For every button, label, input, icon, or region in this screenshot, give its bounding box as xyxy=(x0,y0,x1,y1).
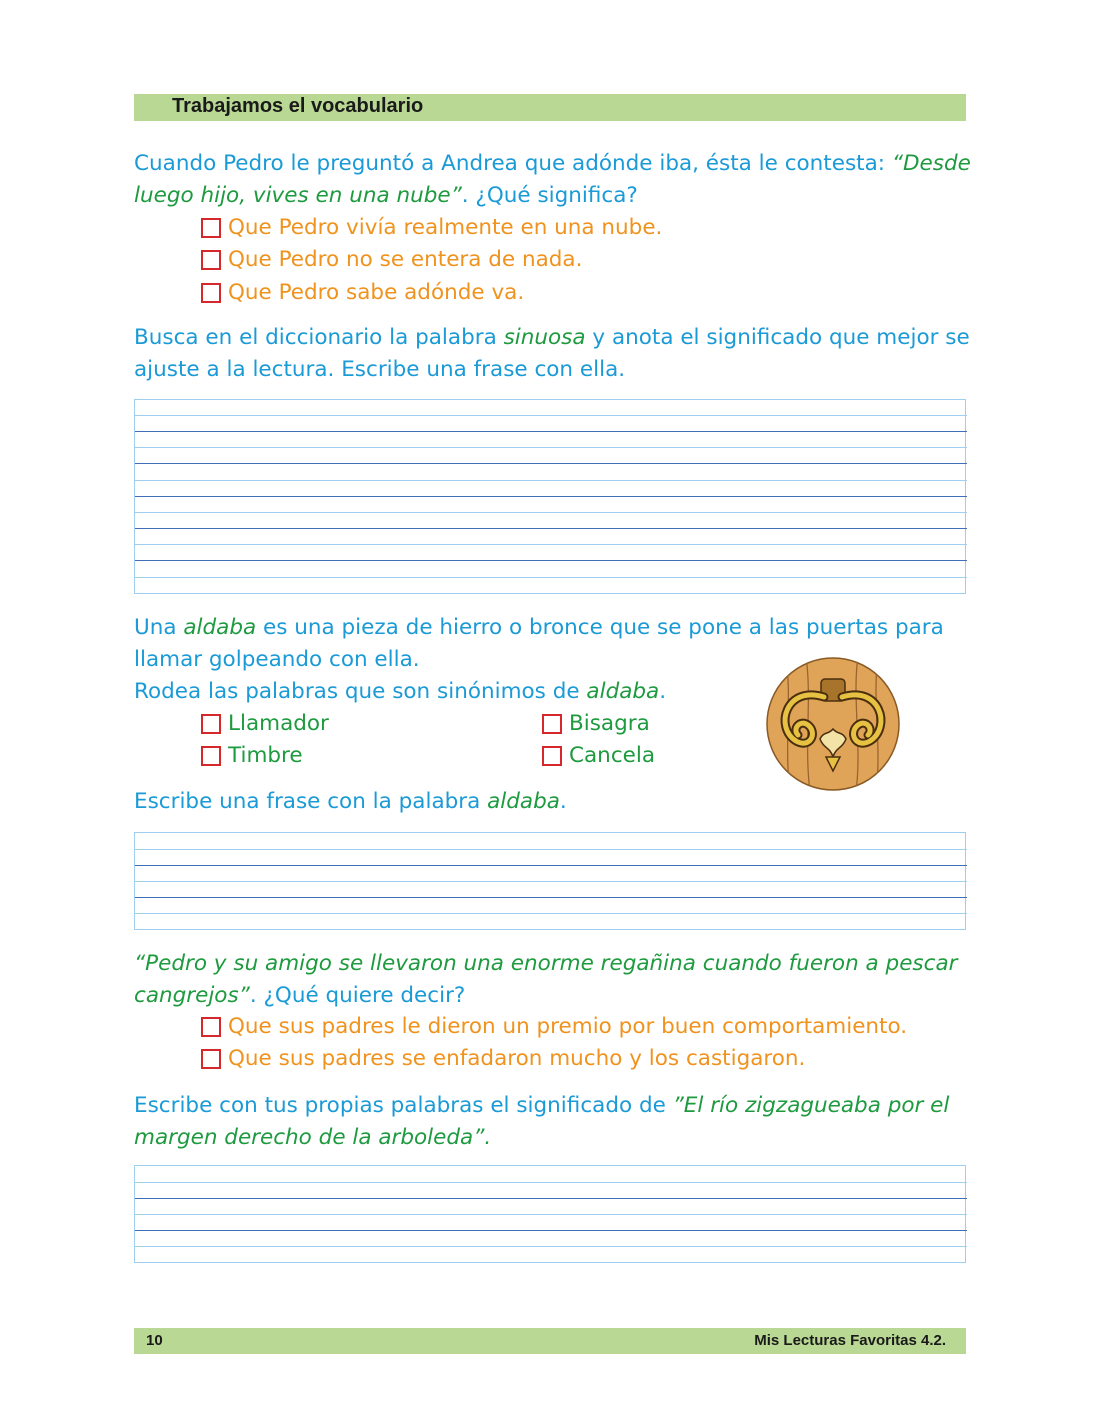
checkbox[interactable] xyxy=(201,283,221,303)
checkbox[interactable] xyxy=(542,714,562,734)
section-title: Trabajamos el vocabulario xyxy=(172,95,424,117)
question-5-prompt: . ¿Qué quiere decir? xyxy=(249,983,466,1008)
question-6-text: Escribe con tus propias palabras el significado de xyxy=(134,1093,673,1118)
question-1-text: Cuando Pedro le preguntó a Andrea que adónde iba, ésta le contesta: xyxy=(134,151,892,176)
question-2-text: Busca en el diccionario la palabra xyxy=(134,325,504,350)
q5-option-2[interactable] xyxy=(201,1043,805,1075)
q1-option-1[interactable] xyxy=(201,212,662,244)
question-4-end: . xyxy=(559,789,567,814)
book-title: Mis Lecturas Favoritas 4.2. xyxy=(754,1332,946,1349)
checkbox[interactable] xyxy=(201,714,221,734)
footer-bar xyxy=(134,1328,966,1354)
ruled-lines xyxy=(135,400,967,595)
checkbox[interactable] xyxy=(201,218,221,238)
question-3-word: aldaba xyxy=(183,615,257,640)
checkbox[interactable] xyxy=(201,250,221,270)
question-3-instruction-word: aldaba xyxy=(586,679,660,704)
q3-option-timbre[interactable] xyxy=(201,740,303,772)
writing-lines-3[interactable] xyxy=(134,1165,966,1263)
question-4 xyxy=(134,786,974,818)
q3-option-llamador[interactable] xyxy=(201,708,329,740)
writing-lines-1[interactable] xyxy=(134,399,966,594)
option-label: Que Pedro sabe adónde va. xyxy=(228,280,525,305)
question-3-text: Una xyxy=(134,615,184,640)
q5-option-1[interactable] xyxy=(201,1011,907,1043)
question-5 xyxy=(134,948,979,1012)
option-label: Llamador xyxy=(228,711,329,736)
option-label: Que Pedro vivía realmente en una nube. xyxy=(228,215,663,240)
q1-option-3[interactable] xyxy=(201,277,524,309)
door-knocker-illustration xyxy=(766,657,900,791)
question-4-word: aldaba xyxy=(487,789,560,814)
checkbox[interactable] xyxy=(201,746,221,766)
option-label: Cancela xyxy=(569,743,656,768)
question-3-definition: es una pieza de hierro o bronce que se pone a las puertas para llamar golpeando con ella. xyxy=(134,615,944,672)
question-1 xyxy=(134,148,974,212)
question-2 xyxy=(134,322,974,386)
ruled-lines xyxy=(135,1166,967,1264)
q3-option-cancela[interactable] xyxy=(542,740,655,772)
question-5-quote: “Pedro y su amigo se llevaron una enorme regañina cuando fueron a pescar cangrejos” xyxy=(134,951,958,1008)
question-6 xyxy=(134,1090,979,1154)
question-1-quote: “Desde luego hijo, vives en una nube” xyxy=(134,151,971,208)
question-1-prompt: . ¿Qué significa? xyxy=(461,183,638,208)
option-label: Timbre xyxy=(228,743,303,768)
question-3-instruction-end: . xyxy=(659,679,667,704)
question-2-word: sinuosa xyxy=(503,325,586,350)
q1-option-2[interactable] xyxy=(201,244,582,276)
page-number: 10 xyxy=(146,1332,163,1349)
option-label: Que sus padres le dieron un premio por buen comportamiento. xyxy=(228,1014,908,1039)
checkbox[interactable] xyxy=(542,746,562,766)
option-label: Que sus padres se enfadaron mucho y los castigaron. xyxy=(228,1046,806,1071)
checkbox[interactable] xyxy=(201,1017,221,1037)
writing-lines-2[interactable] xyxy=(134,832,966,930)
option-label: Bisagra xyxy=(569,711,650,736)
question-2-text-end: y anota el significado que mejor se ajuste a la lectura. Escribe una frase con ella. xyxy=(134,325,970,382)
question-3-instruction-text: Rodea las palabras que son sinónimos de xyxy=(134,679,587,704)
checkbox[interactable] xyxy=(201,1049,221,1069)
question-4-text: Escribe una frase con la palabra xyxy=(134,789,488,814)
section-header-bar xyxy=(134,94,966,121)
question-6-quote: ”El río zigzagueaba por el margen derecho de la arboleda” xyxy=(134,1093,950,1150)
question-6-end: . xyxy=(484,1125,492,1150)
q3-option-bisagra[interactable] xyxy=(542,708,650,740)
option-label: Que Pedro no se entera de nada. xyxy=(228,247,583,272)
ruled-lines xyxy=(135,833,967,931)
